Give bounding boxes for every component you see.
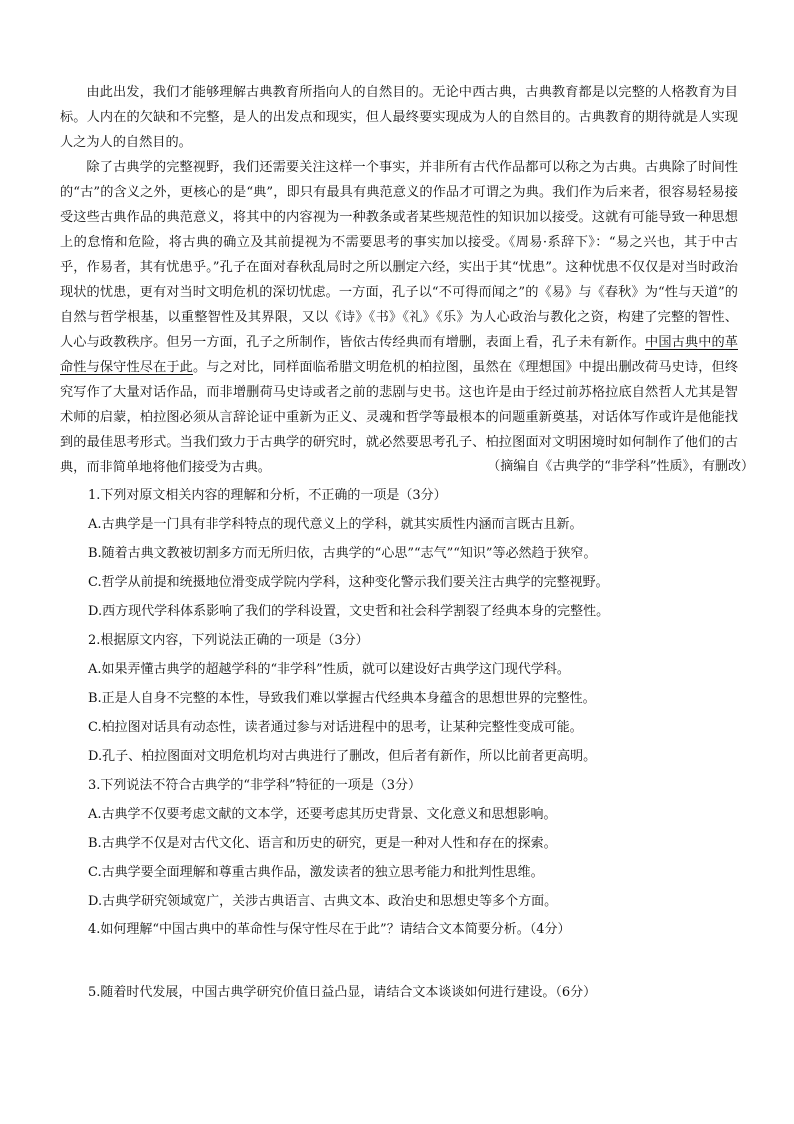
question-3-option-c: C.古典学要全面理解和尊重古典作品，激发读者的独立思考能力和批判性思维。 bbox=[88, 865, 544, 880]
underlined-sentence: 中国古典中的革命性与保守性尽在于此 bbox=[60, 335, 738, 375]
question-3-option-b: B.古典学不仅是对古代文化、语言和历史的研究，更是一种对人性和存在的探索。 bbox=[88, 836, 557, 851]
question-1-option-d: D.西方现代学科体系影响了我们的学科设置，文史哲和社会科学割裂了经典本身的完整性。 bbox=[88, 604, 610, 619]
question-3-option-a: A.古典学不仅要考虑文献的文本学，还要考虑其历史背景、文化意义和思想影响。 bbox=[88, 807, 557, 822]
question-1-option-c: C.哲学从前提和统摄地位滑变成学院内学科，这种变化警示我们要关注古典学的完整视野。 bbox=[88, 575, 609, 590]
question-1-stem: 1.下列对原文相关内容的理解和分析，不正确的一项是（3分） bbox=[88, 488, 447, 503]
question-3-option-d: D.古典学研究领域宽广，关涉古典语言、古典文本、政治史和思想史等多个方面。 bbox=[88, 894, 558, 909]
question-2-option-a: A.如果弄懂古典学的超越学科的“非学科”性质，就可以建设好古典学这门现代学科。 bbox=[88, 662, 570, 677]
passage-paragraph-2 bbox=[60, 155, 738, 480]
question-1-option-b: B.随着古典文教被切割多方而无所归依，古典学的“心思”“志气”“知识”等必然趋于狭窄。 bbox=[88, 546, 597, 561]
question-4: 4.如何理解“中国古典中的革命性与保守性尽在于此”？请结合文本简要分析。（4分） bbox=[88, 922, 571, 937]
passage-paragraph-1: 由此出发，我们才能够理解古典教育所指向人的自然目的。无论中西古典，古典教育都是以完整的人格教育为目标。人内在的欠缺和不完整，是人的出发点和现实，但人最终要实现成为人的自然目的。古典教育的期待就是人实现人之为人的自然目的。 bbox=[60, 85, 738, 150]
question-3-stem: 3.下列说法不符合古典学的“非学科”特征的一项是（3分） bbox=[88, 778, 421, 793]
question-2-stem: 2.根据原文内容，下列说法正确的一项是（3分） bbox=[88, 633, 369, 648]
question-2-option-c: C.柏拉图对话具有动态性，读者通过参与对话进程中的思考，让某种完整性变成可能。 bbox=[88, 720, 583, 735]
question-2-option-d: D.孔子、柏拉图面对文明危机均对古典进行了删改，但后者有新作，所以比前者更高明。 bbox=[88, 749, 597, 764]
question-5: 5.随着时代发展，中国古典学研究价值日益凸显，请结合文本谈谈如何进行建设。（6分） bbox=[88, 985, 597, 1000]
passage-paragraph-2-end: 。与之对比，同样面临希腊文明危机的柏拉图，虽然在《理想国》中提出删改荷马史诗，但终究写作了大量对话作品，而非增删荷马史诗或者之前的悲剧与史书。这也许是由于经过前苏格拉底自然哲人尤其是智术师的启蒙，柏拉图必须从言辞论证中重新为正义、灵魂和哲学等最根本的问题重新奠基，对话体写作或许是他能找到的最佳思考形式。当我们致力于古典学的研究时，就必然要思考孔子、柏拉图面对文明困境时如何制作了他们的古典，而非简单地将他们接受为古典。 bbox=[60, 360, 739, 475]
source-citation: （摘编自《古典学的“非学科”性质》，有删改） bbox=[487, 459, 754, 474]
question-2-option-b: B.正是人自身不完整的本性，导致我们难以掌握古代经典本身蕴含的思想世界的完整性。 bbox=[88, 691, 596, 706]
passage-paragraph-2-start: 除了古典学的完整视野，我们还需要关注这样一个事实，并非所有古代作品都可以称之为古典。古典除了时间性的“古”的含义之外，更核心的是“典”，即只有最具有典范意义的作品才可谓之为典。我们作为后来者，很容易轻易接受这些古典作品的典范意义，将其中的内容视为一种教条或者某些规范性的知识加以接受。这就有可能导致一种思想上的怠惰和危险，将古典的确立及其前提视为不需要思考的事实加以接受。《周易·系辞下》：“易之兴也，其于中古乎，作易者，其有忧患乎。”孔子在面对春秋乱局时之所以删定六经，实出于其“忧患”。这种忧患不仅仅是对当时政治现状的忧患，更有对当时文明危机的深切忧虑。一方面，孔子以“不可得而闻之”的《易》与《春秋》为“性与天道”的自然与哲学根基，以重整智性及其界限，又以《诗》《书》《礼》《乐》为人心政治与教化之资，构建了完整的智性、人心与政教秩序。但另一方面，孔子之所制作，皆依古传经典而有增删，表面上看，孔子未有新作。 bbox=[60, 160, 738, 350]
question-1-option-a: A.古典学是一门具有非学科特点的现代意义上的学科，就其实质性内涵而言既古且新。 bbox=[88, 517, 583, 532]
